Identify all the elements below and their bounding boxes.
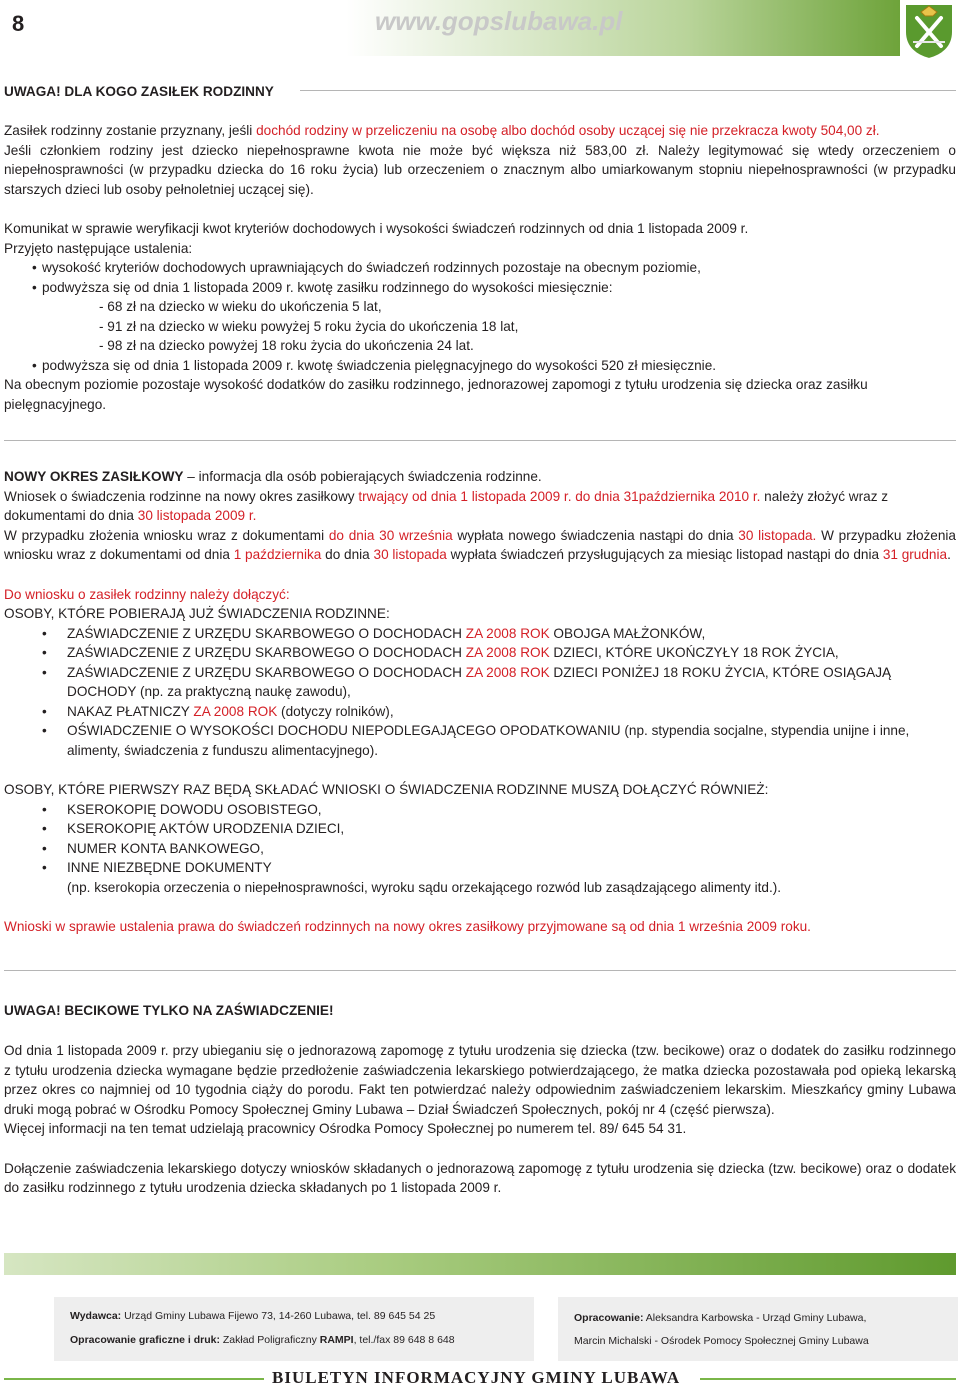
bullet-list — [4, 356, 956, 376]
sub-item: - 68 zł na dziecko w wieku do ukończenia 5 lat, — [99, 299, 382, 314]
text: DZIECI PONIŻEJ 18 ROKU ŻYCIA, KTÓRE OSIĄGAJĄ DOCHODY (np. za praktyczną naukę zawodu), — [67, 664, 892, 699]
section-title-kto: UWAGA! DLA KOGO ZASIŁEK RODZINNY — [4, 84, 274, 99]
list-item — [4, 643, 956, 663]
paragraph — [4, 141, 956, 200]
highlight-text: 1 października — [233, 547, 322, 562]
divider — [4, 970, 956, 971]
bulletin-line-left — [4, 1378, 264, 1380]
paragraph — [4, 487, 956, 526]
highlight-text: ZA 2008 ROK — [465, 625, 550, 641]
paragraph: Komunikat w sprawie weryfikacji kwot kryteriów dochodowych i wysokości świadczeń rodzinnych od dnia 1 listopada 2009 r. — [4, 221, 749, 236]
section-eligibility — [4, 121, 956, 414]
text: , tel./fax 89 648 8 648 — [353, 1334, 455, 1346]
title-bold: NOWY OKRES ZASIŁKOWY — [4, 469, 184, 484]
highlight-text: do dnia 30 września — [328, 527, 453, 543]
text: Urząd Gminy Lubawa Fijewo 73, 14-260 Lubawa, tel. 89 645 54 25 — [121, 1310, 436, 1322]
paragraph: Więcej informacji na ten temat udzielają pracownicy Ośrodka Pomocy Społecznej po numerem tel. 89/ 645 54 31. — [4, 1121, 687, 1136]
highlight-text: 30 listopada. — [738, 527, 817, 543]
crest-icon — [903, 2, 955, 60]
list-item — [4, 702, 956, 722]
text: RAMPI — [319, 1334, 354, 1346]
text: OBOJGA MAŁŻONKÓW, — [549, 625, 706, 641]
paragraph: Dołączenie zaświadczenia lekarskiego dotyczy wniosków składanych o jednorazową zapomogę z tytułu urodzenia się dziecka (tzw. becikowe) oraz o dodatek do zasiłku rodzinnego z tytułu urodzenia dziecka składanych po 1 listopada 2009 r. — [4, 1160, 956, 1195]
highlight-text: ZA 2008 ROK — [465, 664, 550, 680]
list-item: • podwyższa się od dnia 1 listopada 2009 r. kwotę zasiłku rodzinnego do wysokości miesięcznie: — [4, 278, 956, 298]
page-number: 8 — [12, 11, 25, 36]
bullet-list — [4, 624, 956, 761]
page-header — [0, 0, 960, 60]
text: (dotyczy rolników), — [277, 703, 394, 719]
text: ZAŚWIADCZENIE Z URZĘDU SKARBOWEGO O DOCHODACH — [67, 625, 466, 641]
divider — [300, 90, 956, 91]
bulletin-line-right — [700, 1378, 956, 1380]
editor-2: Marcin Michalski - Ośrodek Pomocy Społecznej Gminy Lubawa — [574, 1335, 869, 1347]
list-item — [4, 624, 956, 644]
text: wypłata nowego świadczenia nastąpi do dnia — [452, 527, 739, 543]
label: Opracowanie: — [574, 1312, 644, 1324]
text: do dnia — [321, 547, 374, 562]
text: Należy legitymować się wtedy orzeczeniem o niepełnosprawności (w przypadku dziecka do 16 roku życia) lub orzeczeniem o znacznym albo umiarkowanym stopniu niepełnosprawności (w przypadku starszych dzieci lub osoby pełnoletniej uczącej się). — [4, 142, 956, 197]
footer — [54, 1297, 954, 1363]
text: należy złożyć wraz z dokumentami do dnia — [4, 488, 889, 523]
highlight-text: ZA 2008 ROK — [465, 645, 550, 660]
list-item: • KSEROKOPIĘ AKTÓW URODZENIA DZIECI, — [4, 819, 956, 839]
label: Opracowanie graficzne i druk: — [70, 1334, 220, 1346]
highlight-text: 30 listopada — [373, 547, 447, 562]
divider — [4, 440, 956, 441]
highlight-text: 30 listopada 2009 r. — [137, 508, 257, 523]
text: . — [947, 547, 951, 562]
section-becikowe — [4, 1041, 956, 1198]
site-url: www.gopslubawa.pl — [375, 6, 623, 36]
list-item — [4, 663, 956, 702]
red-note: Wnioski w sprawie ustalenia prawa do świadczeń rodzinnych na nowy okres zasiłkowy przyjmowane są od dnia 1 września 2009 roku. — [4, 919, 811, 934]
text: Zakład Poligraficzny — [219, 1334, 320, 1346]
text: DZIECI, KTÓRE UKOŃCZYŁY 18 ROK ŻYCIA, — [549, 645, 839, 660]
text: OŚWIADCZENIE O WYSOKOŚCI DOCHODU NIEPODLEGAJĄCEGO OPODATKOWANIU (np. stypendia socjalne, stypendia unijne i inne, alimenty, świadczenia z funduszu alimentacyjnego). — [67, 723, 910, 758]
sub-item: - 98 zł na dziecko powyżej 18 roku życia do ukończenia 24 lat. — [99, 338, 474, 353]
editor — [574, 1311, 866, 1325]
highlight-text: 31 grudnia — [882, 547, 948, 562]
footer-band — [4, 1253, 956, 1275]
text: NAKAZ PŁATNICZY — [67, 703, 194, 719]
label: Wydawca: — [70, 1310, 122, 1322]
list-item: • INNE NIEZBĘDNE DOKUMENTY — [4, 858, 956, 878]
group-title: OSOBY, KTÓRE PIERWSZY RAZ BĘDĄ SKŁADAĆ WNIOSKI O ŚWIADCZENIA RODZINNE MUSZĄ DOŁĄCZYĆ RÓWNIEŻ: — [4, 782, 769, 797]
paragraph — [4, 526, 956, 565]
section-new-period — [4, 467, 956, 937]
text: Aleksandra Karbowska - Urząd Gminy Lubawa, — [643, 1312, 867, 1324]
list-item: • KSEROKOPIĘ DOWODU OSOBISTEGO, — [4, 800, 956, 820]
group-title: OSOBY, KTÓRE POBIERAJĄ JUŻ ŚWIADCZENIA RODZINNE: — [4, 606, 390, 621]
text: Zasiłek rodzinny zostanie przyznany, jeśli — [4, 123, 257, 138]
highlight-text: ZA 2008 ROK — [193, 703, 278, 719]
highlight-text: trwający od dnia 1 listopada 2009 r. do dnia 31października 2010 r. — [358, 488, 761, 504]
text: ZAŚWIADCZENIE Z URZĘDU SKARBOWEGO O DOCHODACH — [67, 645, 466, 660]
text: wypłata świadczeń przysługujących za miesiąc listopad nastąpi do dnia — [446, 547, 883, 562]
paragraph: Na obecnym poziomie pozostaje wysokość dodatków do zasiłku rodzinnego, jednorazowej zapomogi z tytułu urodzenia się dziecka oraz zasiłku pielęgnacyjnego. — [4, 377, 868, 412]
footer-publisher-box — [54, 1297, 534, 1361]
graphic-design — [70, 1333, 455, 1347]
list-item — [4, 721, 956, 760]
list-item: • NUMER KONTA BANKOWEGO, — [4, 839, 956, 859]
paragraph: Przyjęto następujące ustalenia: — [4, 240, 193, 256]
list-item: • podwyższa się od dnia 1 listopada 2009 r. kwotę świadczenia pielęgnacyjnego do wysokości 520 zł miesięcznie. — [4, 356, 956, 376]
paragraph: Od dnia 1 listopada 2009 r. przy ubieganiu się o jednorazową zapomogę z tytułu urodzenia się dziecka (tzw. becikowe) oraz o dodatek do zasiłku rodzinnego z tytułu urodzenia dziecka wymagane będzie przedłożenie zaświadczenia lekarskiego potwierdzającego, że matka dziecka pozostawała pod opieką lekarską przez okres co najmniej od 10 tygodnia ciąży do porodu. Fakt ten potwierdzać należy odpowiednim zaświadczeniem lekarskim. Mieszkańcy gminy Lubawa druki mogą pobrać w Ośrodku Pomocy Społecznej Gminy Lubawa – Dział Świadczeń Społecznych, pokój nr 4 (część pierwsza). — [4, 1043, 956, 1117]
footer-editor-box — [558, 1297, 958, 1361]
text: Jeśli członkiem rodziny jest dziecko niepełnosprawne kwota nie może być większa niż 583,00 zł. — [4, 142, 650, 158]
publisher — [70, 1309, 435, 1323]
text: W przypadku złożenia wniosku wraz z dokumentami od dnia — [4, 527, 956, 562]
attachments-title: Do wniosku o zasiłek rodzinny należy dołączyć: — [4, 586, 290, 602]
highlight-text: dochód rodziny w przeliczeniu na osobę albo dochód osoby uczącej się nie przekracza kwoty 504,00 zł. — [256, 123, 880, 138]
text: Wniosek o świadczenia rodzinne na nowy okres zasiłkowy — [4, 488, 359, 504]
note: (np. kserokopia orzeczenia o niepełnosprawności, wyroku sądu orzekającego rozwód lub zasądzającego alimenty itd.). — [67, 879, 782, 895]
bullet-list — [4, 800, 956, 878]
list-item: • wysokość kryteriów dochodowych uprawniających do świadczeń rodzinnych pozostaje na obecnym poziomie, — [4, 258, 956, 278]
bullet-list — [4, 258, 956, 297]
text: W przypadku złożenia wniosku wraz z dokumentami — [4, 527, 329, 543]
paragraph — [4, 121, 956, 141]
section-title-nowy-okres — [4, 467, 956, 487]
title-rest: – informacja dla osób pobierających świadczenia rodzinne. — [183, 469, 542, 484]
sub-item: - 91 zł na dziecko w wieku powyżej 5 roku życia do ukończenia 18 lat, — [99, 318, 519, 334]
section-title-becikowe: UWAGA! BECIKOWE TYLKO NA ZAŚWIADCZENIE! — [4, 1003, 334, 1018]
bulletin-title: BIULETYN INFORMACYJNY GMINY LUBAWA — [272, 1368, 681, 1387]
text: ZAŚWIADCZENIE Z URZĘDU SKARBOWEGO O DOCHODACH — [67, 664, 466, 680]
